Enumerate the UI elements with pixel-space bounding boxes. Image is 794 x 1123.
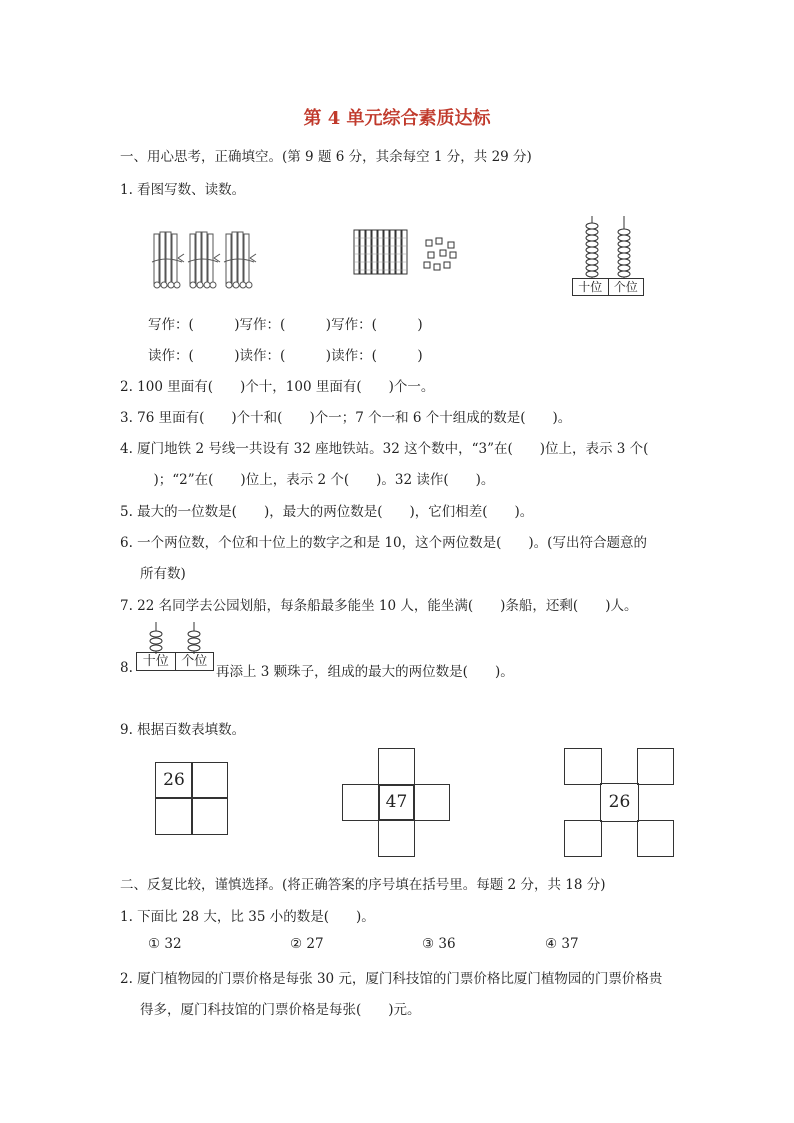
q8-ones-label: 个位 [181, 654, 208, 669]
q8-abacus [136, 620, 214, 672]
q6-line1: 6. 一个两位数，个位和十位上的数字之和是 10，这个两位数是( )。(写出符合题意的 [120, 535, 647, 551]
q4-line1: 4. 厦门地铁 2 号线一共设有 32 座地铁站。32 这个数中，“3”在( )位上，表示 3 个( [120, 441, 649, 457]
ten-rods [354, 230, 407, 274]
bundle-2 [188, 232, 220, 288]
abacus-tens-label: 十位 [573, 279, 609, 295]
grid1-cell[interactable] [191, 762, 228, 799]
bundle-3 [224, 232, 256, 288]
q8-tens-label: 十位 [137, 653, 176, 670]
grid3-cell-given [600, 783, 639, 822]
q8-tens-beads [150, 631, 162, 651]
grid2-value: 47 [385, 792, 408, 812]
grid3-cell-bottom-left[interactable] [564, 820, 602, 857]
grid3-cell-bottom-right[interactable] [637, 820, 674, 857]
q2: 2. 100 里面有( )个十，100 里面有( )个一。 [120, 379, 435, 395]
grid2-cell-given [378, 784, 415, 821]
grid1-value: 26 [163, 770, 185, 790]
section2-heading: 二、反复比较，谨慎选择。(将正确答案的序号填在括号里。每题 2 分，共 18 分) [120, 877, 606, 893]
abacus-ones-label: 个位 [613, 280, 638, 294]
unit-cubes [424, 238, 456, 270]
ones-beads [618, 229, 630, 277]
section1-heading: 一、用心思考，正确填空。(第 9 题 6 分，其余每空 1 分，共 29 分) [120, 149, 532, 165]
q8-number: 8. [120, 660, 133, 676]
abacus-illustration [572, 212, 644, 298]
grid2-cell-left[interactable] [342, 784, 380, 821]
s2-q1-option-3[interactable]: ③ 36 [422, 936, 456, 952]
s2-q1-option-1[interactable]: ① 32 [148, 936, 182, 952]
q4-line2: )；“2”在( )位上，表示 2 个( )。32 读作( )。 [140, 472, 495, 488]
grid1-cell-given [155, 762, 193, 799]
base-ten-blocks-illustration [352, 228, 464, 278]
tens-beads [586, 223, 598, 277]
grid1-cell[interactable] [155, 797, 193, 835]
s2-q1-option-4[interactable]: ④ 37 [545, 936, 579, 952]
s2-q1-option-2[interactable]: ② 27 [290, 936, 324, 952]
bundle-1 [152, 232, 184, 288]
s2-q1-stem: 1. 下面比 28 大，比 35 小的数是( )。 [120, 909, 375, 925]
s2-q2-line1: 2. 厦门植物园的门票价格是每张 30 元，厦门科技馆的门票价格比厦门植物园的门票价格贵 [120, 971, 663, 987]
s2-q2-line2: 得多，厦门科技馆的门票价格是每张( )元。 [140, 1002, 421, 1018]
grid3-cell-top-left[interactable] [564, 748, 602, 785]
grid2-cell-top[interactable] [378, 748, 415, 786]
q6-line2: 所有数) [140, 566, 186, 582]
q3: 3. 76 里面有( )个十和( )个一；7 个一和 6 个十组成的数是( )。 [120, 410, 572, 426]
q8-text: 再添上 3 颗珠子，组成的最大的两位数是( )。 [216, 664, 514, 680]
stick-bundles-illustration [150, 228, 265, 290]
page-title: 第 4 单元综合素质达标 [303, 108, 491, 129]
q7: 7. 22 名同学去公园划船，每条船最多能坐 10 人，能坐满( )条船，还剩( )人。 [120, 598, 638, 614]
grid3-value: 26 [608, 792, 631, 812]
grid2-cell-bottom[interactable] [378, 819, 415, 857]
q5: 5. 最大的一位数是( )，最大的两位数是( )，它们相差( )。 [120, 504, 534, 520]
q1-read-row: 读作：( )读作：( )读作：( ) [148, 348, 423, 364]
q1-label: 1. 看图写数、读数。 [120, 182, 246, 198]
grid2-cell-right[interactable] [413, 784, 450, 821]
grid1-cell[interactable] [191, 797, 228, 835]
q8-ones-beads [188, 631, 200, 651]
q9-label: 9. 根据百数表填数。 [120, 722, 246, 738]
q1-write-row: 写作：( )写作：( )写作：( ) [148, 317, 423, 333]
grid3-cell-top-right[interactable] [637, 748, 674, 785]
